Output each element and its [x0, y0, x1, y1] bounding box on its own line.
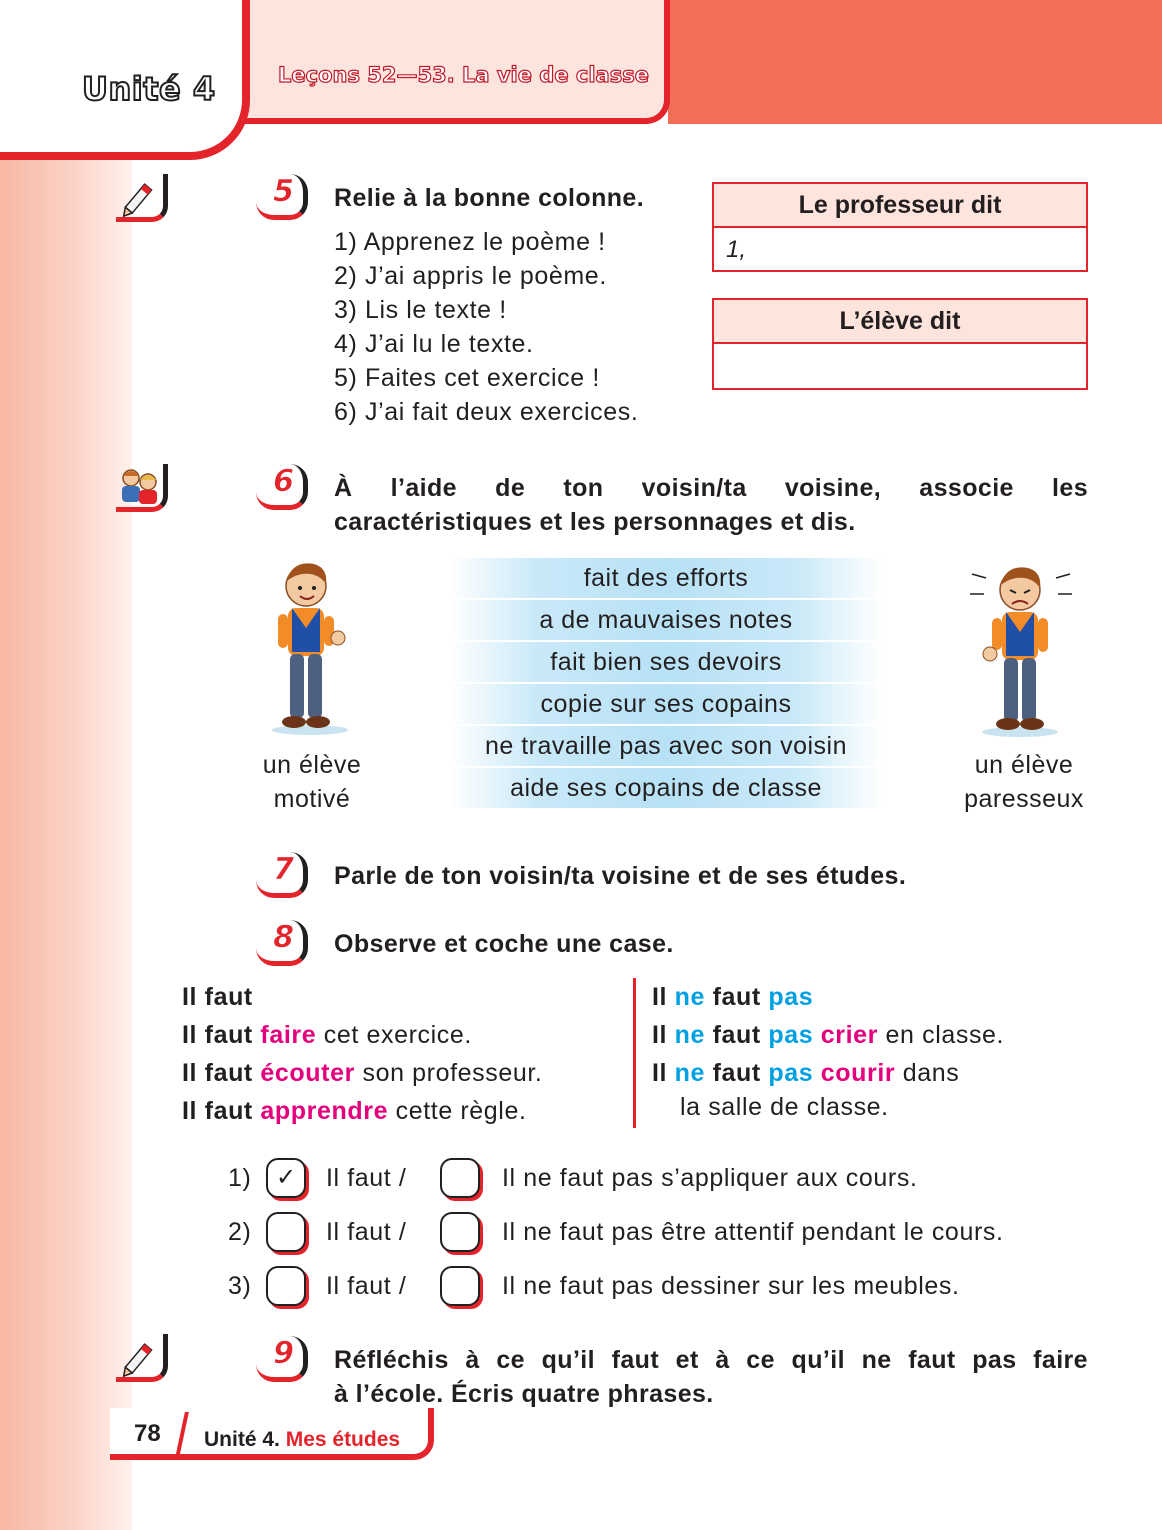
exercise-5-instruction: Relie à la bonne colonne. [334, 184, 645, 212]
lazy-student-caption: un élève paresseux [964, 751, 1084, 813]
lesson-tab [238, 0, 670, 124]
motivated-student-caption: un élève motivé [262, 751, 362, 813]
exercise-9-instruction-line-2: à l’école. Écris quatre phrases. [334, 1380, 714, 1408]
footer-unit-title: Mes études [285, 1428, 401, 1451]
rules-divider [633, 978, 636, 1128]
list-item: 5) Faites cet exercice ! [334, 364, 600, 392]
motivated-student-illustration [262, 556, 358, 736]
rule-title: Il faut [182, 983, 253, 1011]
exercise-7-instruction: Parle de ton voisin/ta voisine et de ses études. [334, 862, 907, 890]
phrase-strip: aide ses copains de classe [450, 768, 882, 808]
exercise-5-list [334, 228, 704, 432]
footer-unit [204, 1428, 400, 1452]
pair-work-icon [116, 464, 168, 512]
rule-title: Il ne faut pas [652, 983, 814, 1011]
pencil-icon [116, 1334, 168, 1382]
rule-line: Il faut écouter son professeur. [182, 1059, 543, 1087]
il-ne-faut-pas-checkbox[interactable] [440, 1158, 480, 1198]
phrase-strip: copie sur ses copains [450, 684, 882, 724]
lesson-title: Leçons 52—53. La vie de classe [278, 63, 649, 87]
il-faut-checkbox[interactable] [266, 1212, 306, 1252]
statement-text: Il ne faut pas dessiner sur les meubles. [502, 1272, 960, 1300]
list-item: 1) Apprenez le poème ! [334, 228, 606, 256]
lazy-student-illustration [962, 560, 1080, 740]
exercise-9-instruction-line-1: Réfléchis à ce qu’il faut et à ce qu’il ne faut pas faire [334, 1346, 1088, 1374]
unit-title: Unité 4 [82, 70, 216, 108]
exercise-7-number: 7 [256, 852, 308, 898]
teacher-table-answer-field[interactable]: 1, [712, 228, 1088, 272]
il-faut-rules [182, 978, 542, 1130]
student-table-header: L’élève dit [712, 298, 1088, 344]
il-ne-faut-pas-rules [652, 978, 1004, 1122]
il-ne-faut-pas-checkbox[interactable] [440, 1266, 480, 1306]
exercise-6-number: 6 [256, 464, 308, 510]
list-item: 6) J’ai fait deux exercices. [334, 398, 639, 426]
phrase-strip: fait des efforts [450, 558, 882, 598]
statement-text: Il ne faut pas être attentif pendant le cours. [502, 1218, 1004, 1246]
pencil-icon [116, 174, 168, 222]
left-margin-band [0, 0, 132, 1530]
exercise-9-number: 9 [256, 1336, 308, 1382]
il-faut-checkbox[interactable] [266, 1266, 306, 1306]
exercise-6-instruction-line-1: À l’aide de ton voisin/ta voisine, associe les [334, 474, 1088, 502]
page-number: 78 [134, 1420, 161, 1447]
il-faut-label: Il faut / [326, 1272, 407, 1300]
header-banner [668, 0, 1162, 124]
statement-text: Il ne faut pas s’appliquer aux cours. [502, 1164, 918, 1192]
item-number: 3) [228, 1272, 252, 1300]
item-number: 2) [228, 1218, 252, 1246]
teacher-table-header: Le professeur dit [712, 182, 1088, 228]
rule-line: Il faut faire cet exercice. [182, 1021, 472, 1049]
il-ne-faut-pas-checkbox[interactable] [440, 1212, 480, 1252]
exercise-5-number: 5 [256, 174, 308, 220]
phrase-strip: fait bien ses devoirs [450, 642, 882, 682]
phrase-strip: ne travaille pas avec son voisin [450, 726, 882, 766]
il-faut-checkbox[interactable]: ✓ [266, 1158, 306, 1198]
rule-line: Il faut apprendre cette règle. [182, 1097, 527, 1125]
student-table-answer-field[interactable] [712, 344, 1088, 390]
list-item: 4) J’ai lu le texte. [334, 330, 534, 358]
exercise-8-instruction: Observe et coche une case. [334, 930, 674, 958]
rule-line: Il ne faut pas courir dans [652, 1059, 960, 1087]
list-item: 2) J’ai appris le poème. [334, 262, 607, 290]
list-item: 3) Lis le texte ! [334, 296, 507, 324]
rule-line: la salle de classe. [680, 1093, 889, 1121]
exercise-6-instruction-line-2: caractéristiques et les personnages et dis. [334, 508, 856, 536]
phrase-strip: a de mauvaises notes [450, 600, 882, 640]
il-faut-label: Il faut / [326, 1164, 407, 1192]
item-number: 1) [228, 1164, 252, 1192]
rule-line: Il ne faut pas crier en classe. [652, 1021, 1005, 1049]
il-faut-label: Il faut / [326, 1218, 407, 1246]
exercise-8-number: 8 [256, 920, 308, 966]
footer-unit-label: Unité 4. [204, 1428, 280, 1451]
